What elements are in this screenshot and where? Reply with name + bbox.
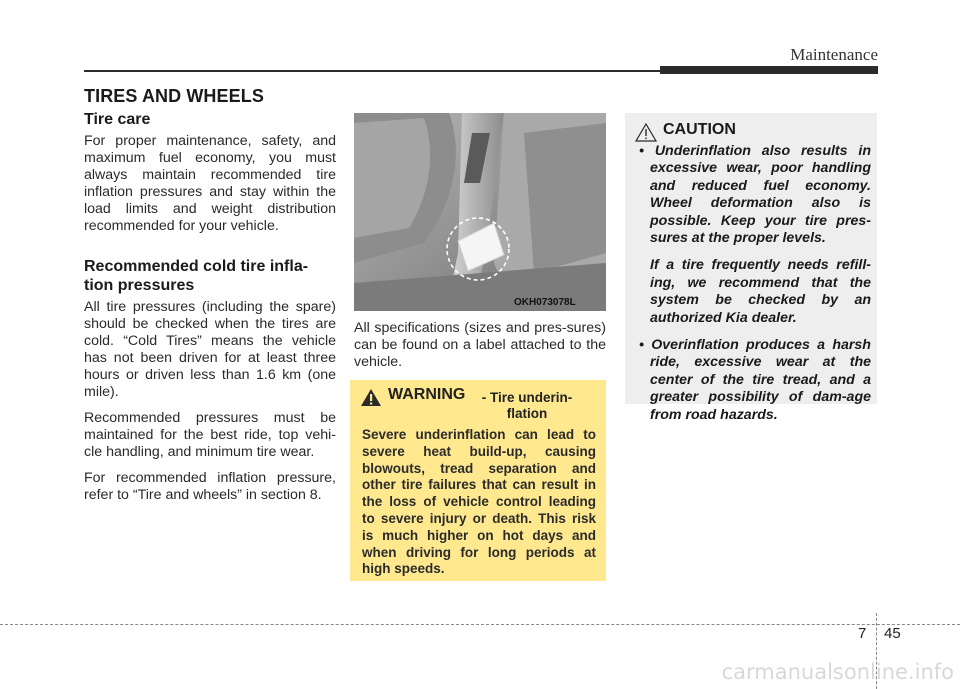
footer-rule: [0, 624, 960, 625]
warning-box: [350, 380, 606, 581]
watermark: carmanualsonline.info: [721, 660, 954, 684]
left-column: [84, 110, 336, 513]
cold-pressures-title: Recommended cold tire infla-tion pressures: [84, 258, 309, 294]
door-jamb-illustration: [354, 113, 606, 311]
tire-label-photo: [354, 113, 606, 311]
tire-care-text: For proper maintenance, safety, and maximum fuel economy, you must always maintain recommended tire inflation pressures and stay within the load limits and weight distribution recommended for your vehicle.: [84, 133, 336, 234]
caution-item-text: If a tire frequently needs refill-ing, we recommend that the system be checked by an authorized Kia dealer.: [650, 257, 871, 326]
header-rule: [84, 70, 664, 72]
figure-caption-block: [354, 320, 606, 380]
section-title: Maintenance: [790, 45, 878, 64]
warning-subtitle: - Tire underin-flation: [481, 390, 573, 421]
tire-care-title: Tire care: [84, 111, 151, 128]
caution-item-text: Underinflation also results in excessive wear, poor handling and reduced fuel economy. Wheel deformation also is possible. Keep your tire pres-sures at the proper levels.: [650, 143, 871, 247]
chapter-number: 7: [858, 625, 867, 642]
caution-item-text: Overinflation produces a harsh ride, excessive wear at the center of the tire tread, and a greater possibility of dam-age from road hazards.: [650, 337, 871, 423]
figure-code: OKH073078L: [514, 297, 576, 308]
cold-pressures-text-1: All tire pressures (including the spare) should be checked when the tires are cold. “Cold Tires” means the vehicle has not been driven for at least three hours or driven less than 1.6 km (one mile).: [84, 299, 336, 400]
cold-pressures-text-2: Recommended pressures must be maintained for the best ride, top vehi-cle handling, and minimum tire wear.: [84, 410, 336, 460]
figure-caption: All specifications (sizes and pres-sures) can be found on a label attached to the vehicle.: [354, 320, 606, 370]
caution-item-underinflation: • Underinflation also results in excessive wear, poor handling and reduced fuel economy. Wheel deformation also is possible. Keep your tire pres-sures at the proper levels.: [639, 143, 871, 247]
cold-pressures-text-3: For recommended inflation pressure, refer to “Tire and wheels” in section 8.: [84, 470, 336, 503]
caution-box: [625, 113, 877, 423]
caution-list: [635, 143, 871, 424]
warning-triangle-icon: [360, 388, 382, 412]
caution-label: CAUTION: [663, 121, 736, 138]
header-rule-accent: [660, 66, 878, 74]
warning-text: Severe underinflation can lead to severe heat build-up, causing blowouts, tread separation and other tire failures that can result in the loss of vehicle control leading to severe injury or death. This risk is much higher on hot days and when driving for long periods at high speeds.: [362, 427, 596, 577]
caution-item-overinflation: • Overinflation produces a harsh ride, excessive wear at the center of the tire tread, and a greater possibility of dam-age from road hazards.: [639, 337, 871, 423]
page-heading: TIRES AND WHEELS: [84, 86, 264, 106]
caution-item-continuation: [635, 257, 871, 327]
warning-label: WARNING: [388, 386, 466, 403]
page-number: 45: [884, 625, 901, 642]
